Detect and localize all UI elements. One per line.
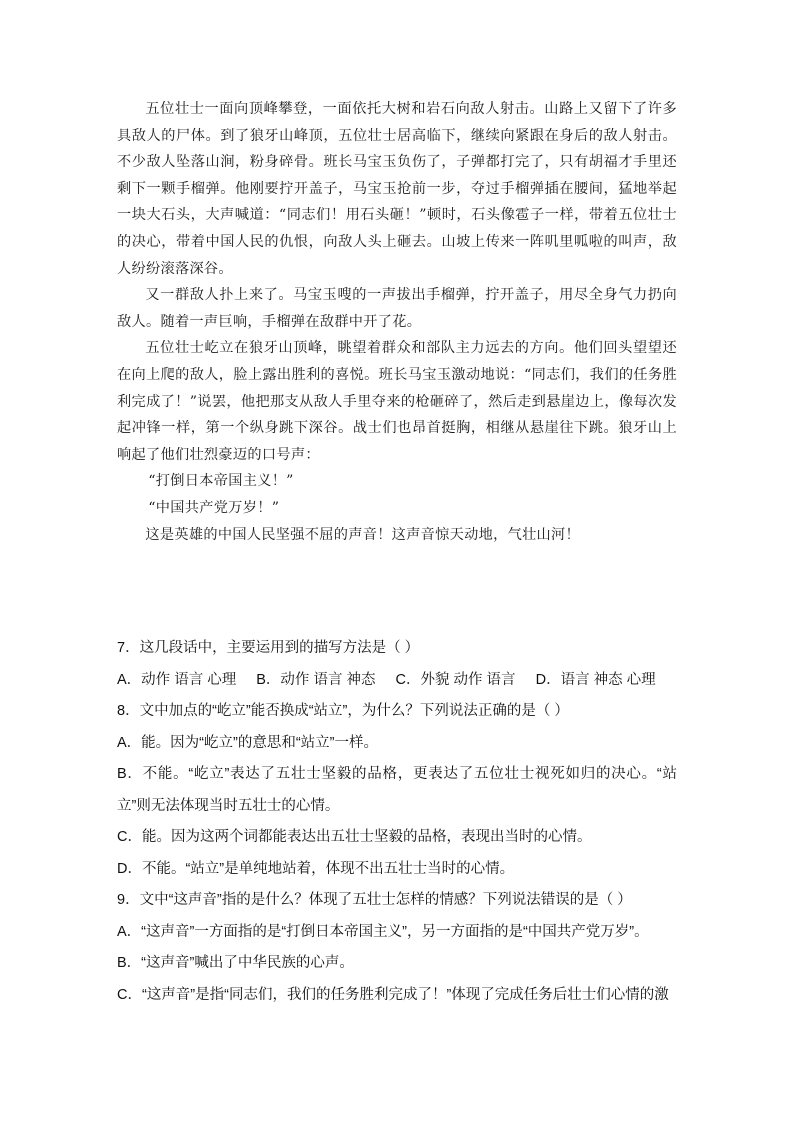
question-7-stem: 7．这几段话中，主要运用到的描写方法是（ ） (117, 640, 420, 656)
passage-paragraph-3: 五位壮士屹立在狼牙山顶峰，眺望着群众和部队主力远去的方向。他们回头望望还在向上爬的敌人，脸上露出胜利的喜悦。班长马宝玉激动地说：“同志们，我们的任务胜利完成了！”说罢，他把那支从敌人手里夺来的枪砸碎了，然后走到悬崖边上，像每次发起冲锋一样，第一个纵身跳下深谷。战士们也昂首挺胸，相继从悬崖往下跳。狼牙山上响起了他们壮烈豪迈的口号声： (117, 340, 677, 463)
question-7-option-c: C．外貌 动作 语言 (395, 671, 516, 688)
question-7-option-b: B．动作 语言 神态 (256, 671, 376, 688)
slogan-1: “打倒日本帝国主义！” (148, 473, 294, 490)
question-section (117, 633, 677, 1011)
slogan-2: “中国共产党万岁！” (148, 499, 280, 516)
question-8-stem: 8．文中加点的“屹立”能否换成“站立”，为什么？下列说法正确的是（ ） (117, 703, 569, 719)
passage-paragraph-2: 又一群敌人扑上来了。马宝玉嗖的一声拔出手榴弹，拧开盖子，用尽全身气力扔向敌人。随着一声巨响，手榴弹在敌群中开了花。 (117, 287, 677, 330)
passage-paragraph-4: 这是英雄的中国人民坚强不屈的声音！这声音惊天动地，气壮山河！ (145, 526, 581, 543)
question-9-stem: 9．文中“这声音”指的是什么？体现了五壮士怎样的情感？下列说法错误的是（ ） (117, 892, 632, 908)
question-9-option-c: C．“这声音”是指“同志们，我们的任务胜利完成了！”体现了完成任务后壮士们心情的激 (117, 986, 669, 1003)
question-7-option-a: A．动作 语言 心理 (117, 671, 237, 688)
question-8-option-a: A．能。因为“屹立”的意思和“站立”一样。 (117, 734, 378, 751)
question-8-option-d: D．不能。“站立”是单纯地站着，体现不出五壮士当时的心情。 (117, 860, 515, 877)
question-7-option-d: D．语言 神态 心理 (535, 671, 656, 688)
question-8-option-c: C．能。因为这两个词都能表达出五壮士坚毅的品格，表现出当时的心情。 (117, 829, 592, 845)
passage-paragraph-1: 五位壮士一面向顶峰攀登，一面依托大树和岩石向敌人射击。山路上又留下了许多具敌人的尸体。到了狼牙山峰顶，五位壮士居高临下，继续向紧跟在身后的敌人射击。不少敌人坠落山涧，粉身碎骨。班长马宝玉负伤了，子弹都打完了，只有胡福才手里还剩下一颗手榴弹。他刚要拧开盖子，马宝玉抢前一步，夺过手榴弹插在腰间，猛地举起一块大石头，大声喊道：“同志们！用石头砸！”顿时，石头像雹子一样，带着五位壮士的决心，带着中国人民的仇恨，向敌人头上砸去。山坡上传来一阵叽里呱啦的叫声，敌人纷纷滚落深谷。 (117, 101, 677, 277)
question-8-option-b: B．不能。“屹立”表达了五壮士坚毅的品格，更表达了五位壮士视死如归的决心。“站立”则无法体现当时五壮士的心情。 (117, 766, 677, 814)
question-9-option-b: B．“这声音”喊出了中华民族的心声。 (117, 955, 354, 971)
question-9-option-a: A．“这声音”一方面指的是“打倒日本帝国主义”，另一方面指的是“中国共产党万岁”。 (117, 923, 649, 940)
passage (117, 96, 677, 548)
question-7-options (117, 665, 677, 697)
